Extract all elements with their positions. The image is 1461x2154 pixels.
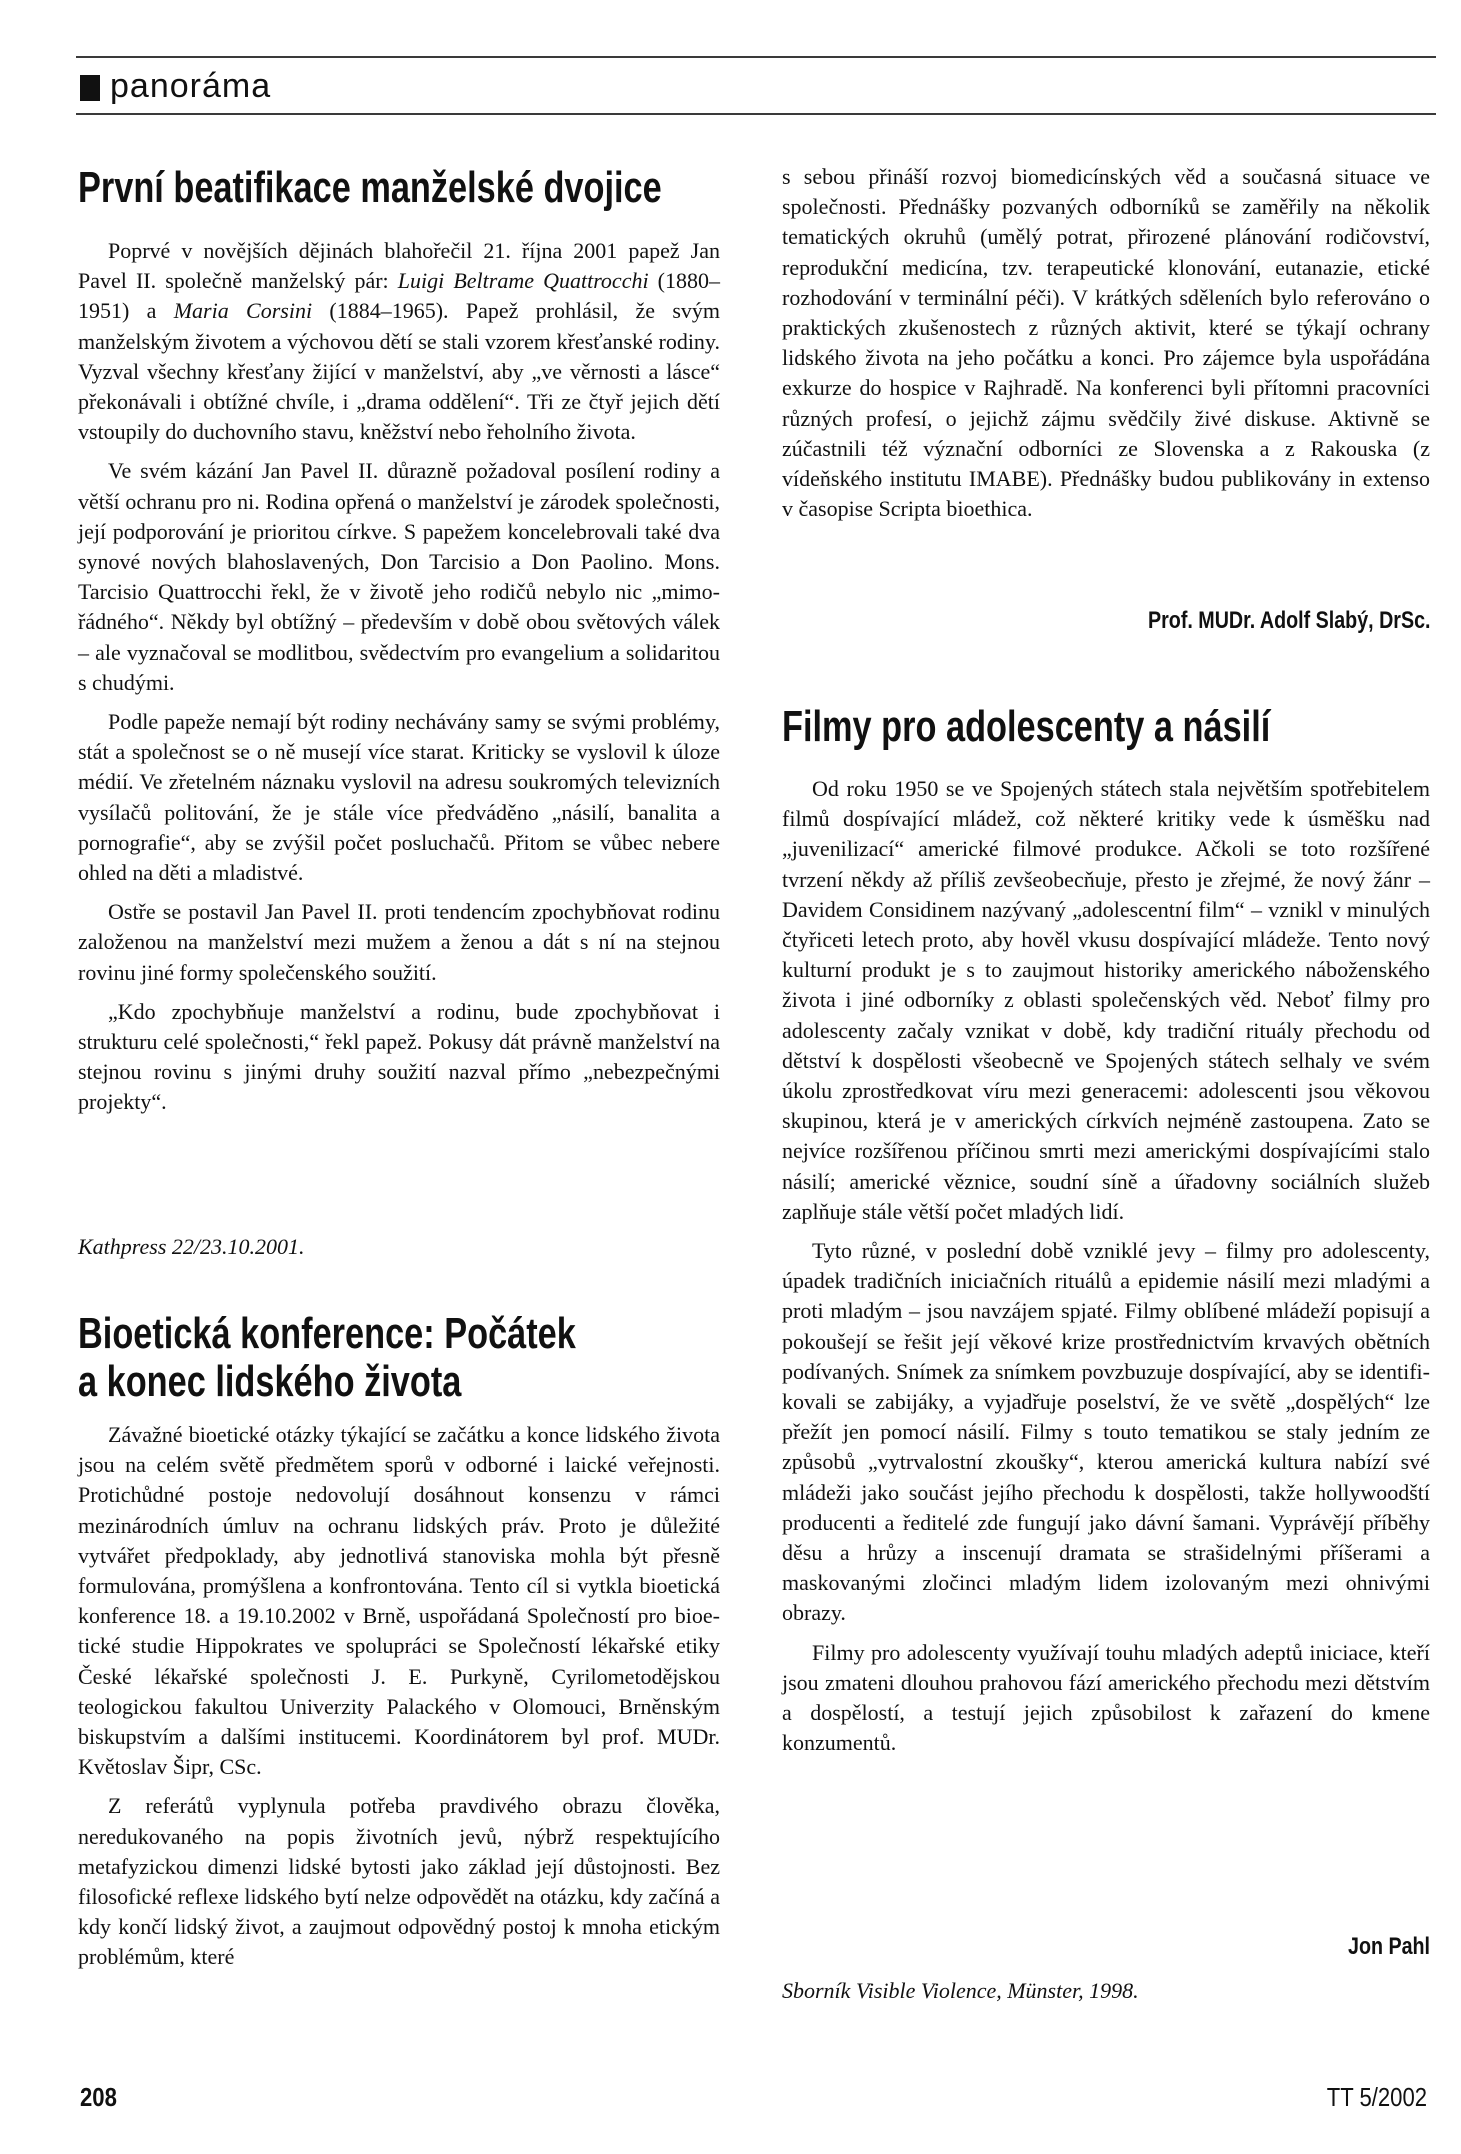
article-2-paragraph-continued: s sebou přináší rozvoj biomedicínských věd a současná situace ve společnosti. Přednášky pozvaných odborníků se zaměřily na několik tematických okruhů (umělý potrat, přirozené plánování rodičovství, reprodukční medicína, tzv. terapeutické klonování, eutanazie, etické rozhodování v terminální péči). V krátkých sděleních bylo referováno o praktických zkušenostech z různých aktivit, které se týkají ochrany lidského života na jeho počátku a konci. Pro zájemce byla uspořádána exkurze do hospice v Rajhradě. Na konferenci byli přítomni pracovníci různých profesí, o jejichž zájmu svědčily živé diskuse. Aktivně se zúčastnili též význační odborníci ze Slovenska a z Rakouska (z vídeňského institutu IMABE). Přednášky budou publikovány in extenso v časopise Scripta bioethica. xyxy=(782,164,1430,522)
article-3-paragraph: Filmy pro adolescenty využívají touhu mladých adeptů iniciace, kteří jsou zmateni dlouhou prahovou fází amerického přechodu mezi dětstvím a dospělostí, a testují jejich způsobilost k zařazení do kmene konzumentů. xyxy=(782,1639,1430,1756)
article-3-author: Jon Pahl xyxy=(1347,1933,1430,1960)
section-square-icon xyxy=(80,75,100,101)
issue-label: TT 5/2002 xyxy=(1326,2082,1427,2112)
article-2-body-right xyxy=(782,162,1430,533)
italic-name: Luigi Beltrame Quattrocchi xyxy=(397,268,649,294)
article-2-paragraph: Z referátů vyplynula potřeba pravdivého obrazu člověka, neredukovaného na popis životních jevů, nýbrž respektujícího metafyzickou dimenzi lidské bytosti jako základ její důstojnosti. Bez filosofické reflexe lidského bytí nelze odpovědět na otázku, kdy začíná a kdy končí lidský život, a zaujmout odpovědný postoj k mnoha etickým problémům, které xyxy=(78,1793,720,1970)
article-1-title: První beatifikace manželské dvojice xyxy=(78,163,662,212)
article-1-source: Kathpress 22/23.10.2001. xyxy=(78,1234,305,1259)
italic-name: Maria Corsini xyxy=(173,298,313,324)
page-number: 208 xyxy=(80,2082,117,2112)
article-2-author: Prof. MUDr. Adolf Slabý, DrSc. xyxy=(1147,607,1430,634)
section-label: panoráma xyxy=(110,67,272,105)
article-1-paragraph: Ostře se postavil Jan Pavel II. proti tendencím zpochybňovat rodinu založenou na manželství mezi mužem a ženou a dát s ní na stejnou rovinu jiné formy společenského soužití. xyxy=(78,899,720,985)
header-top-rule xyxy=(76,56,1436,58)
article-3-title: Filmy pro adolescenty a násilí xyxy=(782,702,1271,751)
article-2-body-left xyxy=(78,1420,720,1982)
article-1-paragraph: Podle papeže nemají být rodiny nechávány samy se svými problémy, stát a společnost se o ně musejí více starat. Kriticky se vyslovil k úloze médií. Ve zřetelném náznaku vyslovil na adresu soukromých televizních vysílačů politování, že je stále více předváděno „násilí, banalita a pornografie“, aby se zvýšil počet posluchačů. Přitom se vůbec nebere ohled na děti a mladistvé. xyxy=(78,709,720,886)
article-1-body xyxy=(78,236,720,1127)
article-3-body xyxy=(782,774,1430,1768)
article-1-paragraph: Ve svém kázání Jan Pavel II. důrazně požadoval posílení rodiny a větší ochranu pro ni. Rodina opřená o manželství je zárodek společnosti, její podporování je prioritou církve. S papežem koncelebrovali také dva synové nových blahoslavených, Don Tarcisio a Don Paolino. Mons. Tarcisio Quattrocchi řekl, že v životě jeho rodičů nebylo nic „mimořádného“. Někdy byl obtížný – především v době obou světových válek – ale vyznačoval se modlitbou, svědectvím pro evangelium a solidaritou s chudými. xyxy=(78,458,720,695)
article-2-paragraph: Závažné bioetické otázky týkající se začátku a konce lidského života jsou na celém světě předmětem sporů v odborné i laické veřejnosti. Protichůdné postoje nedovolují dosáhnout konsenzu v rámci mezinárodních úmluv na ochranu lidských práv. Proto je důležité vytvářet předpoklady, aby jednotlivá stanoviska mohla být přesně formulována, promýšlena a konfrontována. Tento cíl si vytkla bioetická konference 18. a 19.10.2002 v Brně, uspořádaná Společností pro bioetické studie Hippokrates ve spolupráci se Společností lékařské etiky České lékařské společnosti J. E. Purkyně, Cyrilometodějskou teologickou fakultou Univerzity Palackého v Olomouci, Brněnským biskupstvím a dalšími institucemi. Koordinátorem byl prof. MUDr. Květoslav Šipr, CSc. xyxy=(78,1422,720,1780)
article-3-source: Sborník Visible Violence, Münster, 1998. xyxy=(782,1978,1139,2003)
article-3-paragraph: Od roku 1950 se ve Spojených státech stala největším spotřebitelem filmů dospívající mládež, což některé kritiky vede k úsměšku nad „juvenilizací“ americké filmové produkce. Ačkoli se toto rozšířené tvrzení někdy až příliš zevšeobecňuje, přesto je zřejmé, že nový žánr – Davidem Considinem nazývaný „adolescentní film“ – vznikl v minulých čtyřiceti letech proto, aby hověl vkusu dospívající mládeže. Tento nový kulturní produkt je s to zaujmout historiky amerického náboženského života i jiné odborníky z oblasti společenských věd. Neboť filmy pro adolescenty začaly vznikat v době, kdy tradiční rituály přechodu od dětství k dospělosti všeobecně ve Spojených státech selhaly ve svém úkolu zprostředkovat víru mezi generacemi: adolescenti jsou věkovou skupinou, která je v amerických církvích nejméně zastoupena. Zato se nejvíce rozšířenou příčinou smrti mezi americkými dospívajícími stalo násilí; americké věznice, soudní síně a úřadovny sociálních služeb zaplňuje stále větší počet mladých lidí. xyxy=(782,776,1430,1224)
article-2-title-line-1: Bioetická konference: Počátek xyxy=(78,1309,576,1358)
section-header xyxy=(80,66,271,106)
header-bottom-rule xyxy=(76,113,1436,115)
article-1-paragraph: Poprvé v novějších dějinách blahořečil 21. října 2001 papež Jan Pavel II. společně manželský pár: Luigi Beltrame Quattrocchi (1880–1951) a Maria Corsini (1884–1965). Papež prohlásil, že svým manželským životem a výchovou dětí se stali vzorem křesťanské rodiny. Vyzval všechny křesťany žijící v manželství, aby „ve věrnosti a lásce“ překonávali i obtížné chvíle, i „drama oddělení“. Tři ze čtyř jejich dětí vstoupily do duchovního stavu, kněžství nebo řeholního života. xyxy=(78,238,721,445)
article-1-paragraph: „Kdo zpochybňuje manželství a rodinu, bude zpochybňovat i strukturu celé společnosti,“ řekl papež. Pokusy dát právně manželství na stejnou rovinu s jinými druhy soužití nazval přímo „nebezpečnými projekty“. xyxy=(78,998,720,1115)
article-3-paragraph: Tyto různé, v poslední době vzniklé jevy – filmy pro adolescenty, úpadek tradičních iniciačních rituálů a epidemie násilí mezi mladými a proti mladým – jsou navzájem spjaté. Filmy oblíbené mládeží popisují a pokoušejí se řešit její věkové krize prostřednictvím krvavých obětních podívaných. Snímek za snímkem povzbuzuje dospívající, aby se identifikovali se zabijáky, a vyjadřuje poselství, že ve světě „dospělých“ lze přežít jen pomocí násilí. Filmy s touto tematikou se staly jedním ze způsobů „vytrvalostní zkoušky“, kterou americká kultura nabízí své mládeži jako součást jejího přechodu k dospělosti, takže hollywoodští producenti a ředitelé zde fungují jako dávní šamani. Vyprávějí příběhy děsu a hrůzy a inscenují dramata se strašidelnými příšerami a maskovanými zločinci mladým lidem izolovaným mezi ohnivými obrazy. xyxy=(782,1238,1430,1626)
article-2-title-line-2: a konec lidského života xyxy=(78,1357,462,1406)
